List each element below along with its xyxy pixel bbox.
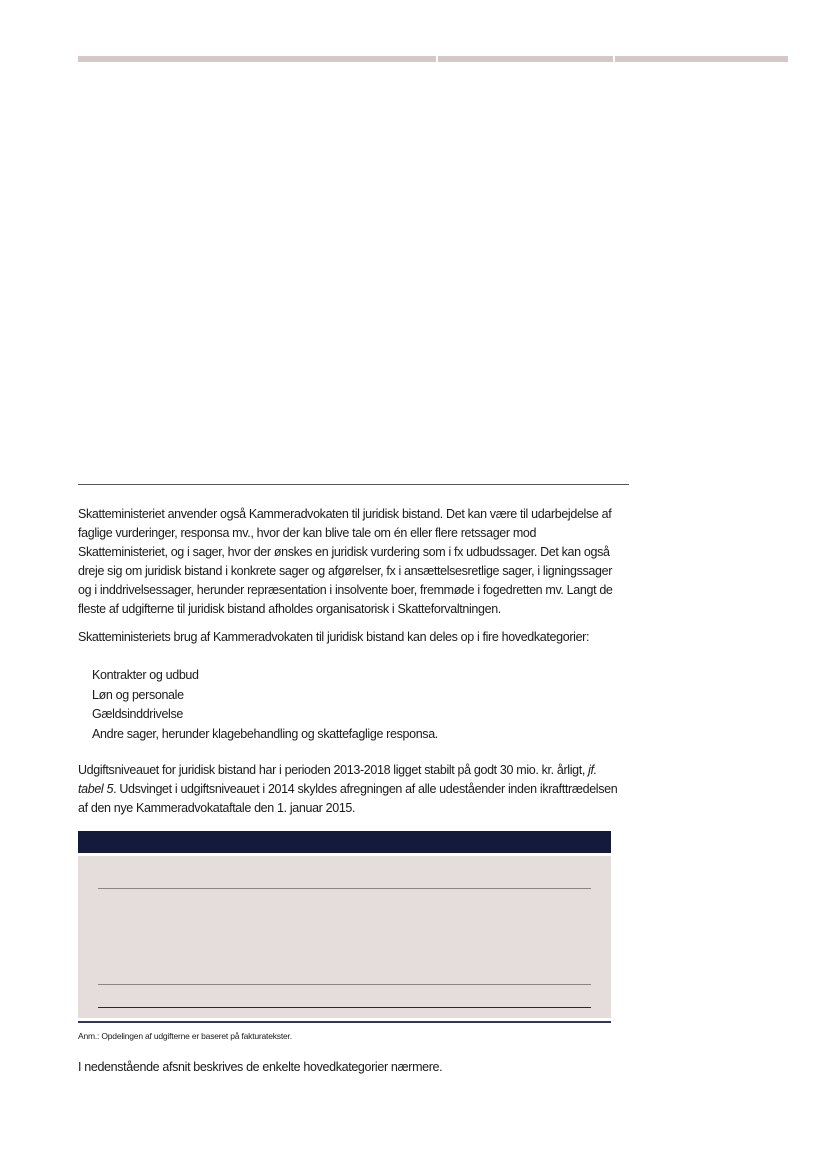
table-rule	[98, 888, 591, 889]
section-divider	[78, 484, 629, 485]
list-item: Kontrakter og udbud	[92, 668, 199, 682]
top-bar-divider	[613, 56, 615, 62]
table-body	[78, 856, 611, 1018]
paragraph-expense-level	[78, 761, 623, 818]
top-accent-bar	[78, 56, 788, 62]
paragraph-legal-assistance: Skatteministeriet anvender også Kammeradvokaten til juridisk bistand. Det kan være til udarbejdelse af faglige vurderinger, responsa mv., hvor der kan blive tale om én eller flere retssager mod Skatteministeriet, og i sager, hvor der ønskes en juridisk vurdering som i fx udbudssager. Det kan også dreje sig om juridisk bistand i konkrete sager og afgørelser, fx i ansættelsesretlige sager, i ligningssager og i inddrivelsessager, herunder repræsentation i insolvente boer, fremmøde i fogedretten mv. Langt de fleste af udgifterne til juridisk bistand afholdes organisatorisk i Skatteforvaltningen.	[78, 507, 613, 616]
expense-text-end: . Udsvinget i udgiftsniveauet i 2014 skyldes afregningen af alle udeståender inden ikrafttrædelsen af den nye Kammeradvokataftale den 1. januar 2015.	[78, 782, 618, 815]
list-item: Andre sager, herunder klagebehandling og skattefaglige responsa.	[92, 726, 438, 741]
table-rule	[98, 1007, 591, 1008]
paragraph-categories-intro: Skatteministeriets brug af Kammeradvokaten til juridisk bistand kan deles op i fire hovedkategorier:	[78, 630, 590, 644]
list-item: Løn og personale	[92, 687, 184, 702]
table-header	[78, 831, 611, 853]
top-bar-divider	[436, 56, 438, 62]
table-reference: jf. tabel 5	[78, 763, 597, 796]
list-item: Gældsinddrivelse	[92, 707, 183, 721]
closing-paragraph: I nedenstående afsnit beskrives de enkelte hovedkategorier nærmere.	[78, 1060, 443, 1074]
expense-text-start: Udgiftsniveauet for juridisk bistand har i perioden 2013-2018 ligget stabilt på godt 30 mio. kr. årligt,	[78, 763, 589, 777]
table-bottom-rule	[78, 1021, 611, 1023]
table-rule	[98, 984, 591, 985]
table-note: Anm.: Opdelingen af udgifterne er baseret på fakturatekster.	[78, 1031, 292, 1041]
category-list	[92, 666, 438, 744]
